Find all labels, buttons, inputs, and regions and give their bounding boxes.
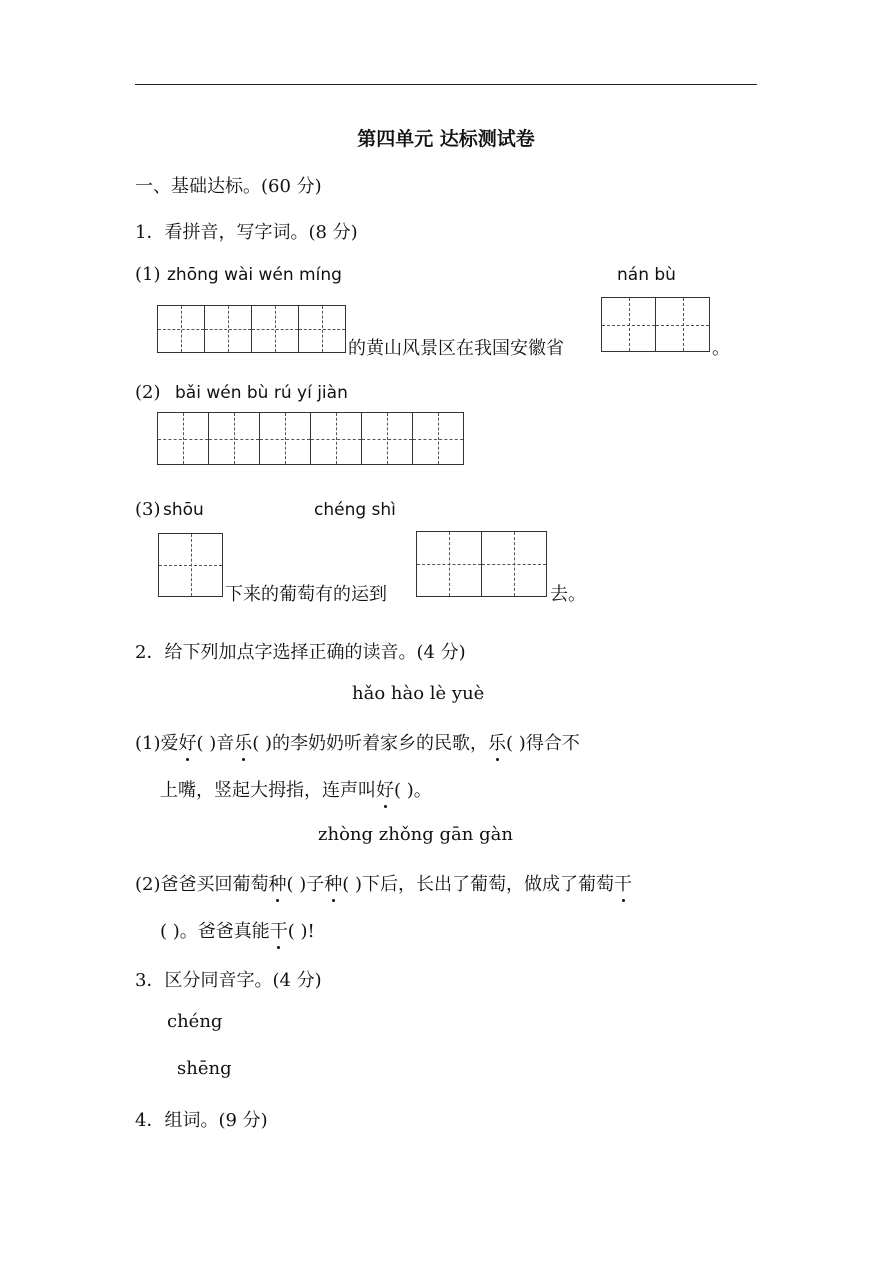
item-3-pinyin-2: chéng shì (314, 500, 396, 520)
dotted-char: 种 (269, 870, 287, 896)
q3-pinyin-2: shēng (177, 1058, 232, 1079)
dotted-char: 好 (376, 776, 394, 802)
writing-grid-2[interactable] (601, 297, 710, 352)
writing-grid-1[interactable] (157, 305, 346, 353)
writing-cell[interactable] (416, 531, 482, 597)
writing-grid-4[interactable] (158, 533, 223, 597)
writing-cell[interactable] (481, 531, 547, 597)
writing-grid-3[interactable] (157, 412, 464, 465)
item-1-text: 的黄山风景区在我国安徽省 (348, 338, 564, 359)
writing-grid-5[interactable] (416, 531, 547, 597)
question-3-heading: 3．区分同音字。(4 分) (135, 970, 322, 991)
item-3-end: 去。 (550, 584, 586, 605)
writing-cell[interactable] (310, 412, 362, 465)
item-1-label: (1) (135, 264, 161, 285)
writing-cell[interactable] (204, 305, 252, 353)
question-2-heading: 2．给下列加点字选择正确的读音。(4 分) (135, 642, 466, 663)
section-heading: 一、基础达标。(60 分) (135, 176, 322, 197)
header-rule (135, 84, 757, 85)
item-2-pinyin: bǎi wén bù rú yí jiàn (175, 383, 348, 403)
question-1-heading: 1．看拼音，写字词。(8 分) (135, 222, 358, 243)
sentence-1-cont: 上嘴，竖起大拇指，连声叫好( )。 (160, 776, 432, 802)
writing-cell[interactable] (208, 412, 260, 465)
dotted-char: 好 (179, 729, 197, 755)
writing-cell[interactable] (251, 305, 299, 353)
item-1-pinyin: zhōng wài wén míng (167, 265, 342, 285)
item-3-text: 下来的葡萄有的运到 (225, 584, 387, 605)
writing-cell[interactable] (259, 412, 311, 465)
item-1-pinyin-2: nán bù (617, 265, 676, 285)
pinyin-options-1: hǎo hào lè yuè (352, 683, 485, 704)
writing-cell[interactable] (601, 297, 656, 352)
writing-cell[interactable] (157, 305, 205, 353)
writing-cell[interactable] (298, 305, 346, 353)
sentence-2: (2)爸爸买回葡萄种( )子种( )下后，长出了葡萄，做成了葡萄干 (135, 870, 632, 896)
writing-cell[interactable] (412, 412, 464, 465)
dotted-char: 乐 (488, 729, 506, 755)
item-2-label: (2) (135, 382, 161, 403)
item-3-label: (3) (135, 499, 161, 520)
writing-cell[interactable] (655, 297, 710, 352)
question-4-heading: 4．组词。(9 分) (135, 1110, 268, 1131)
dotted-char: 干 (614, 870, 632, 896)
q3-pinyin-1: chéng (167, 1011, 223, 1032)
item-1-end: 。 (712, 338, 730, 359)
writing-cell[interactable] (361, 412, 413, 465)
sentence-1: (1)爱好( )音乐( )的李奶奶听着家乡的民歌，乐( )得合不 (135, 729, 580, 755)
page-title: 第四单元 达标测试卷 (357, 128, 535, 150)
dotted-char: 干 (270, 917, 288, 943)
writing-cell[interactable] (157, 412, 209, 465)
pinyin-options-2: zhòng zhǒng gān gàn (318, 824, 513, 845)
dotted-char: 乐 (234, 729, 252, 755)
sentence-2-cont: ( )。爸爸真能干( )! (160, 917, 315, 943)
dotted-char: 种 (324, 870, 342, 896)
writing-cell[interactable] (158, 533, 223, 597)
item-3-pinyin: shōu (163, 500, 204, 520)
